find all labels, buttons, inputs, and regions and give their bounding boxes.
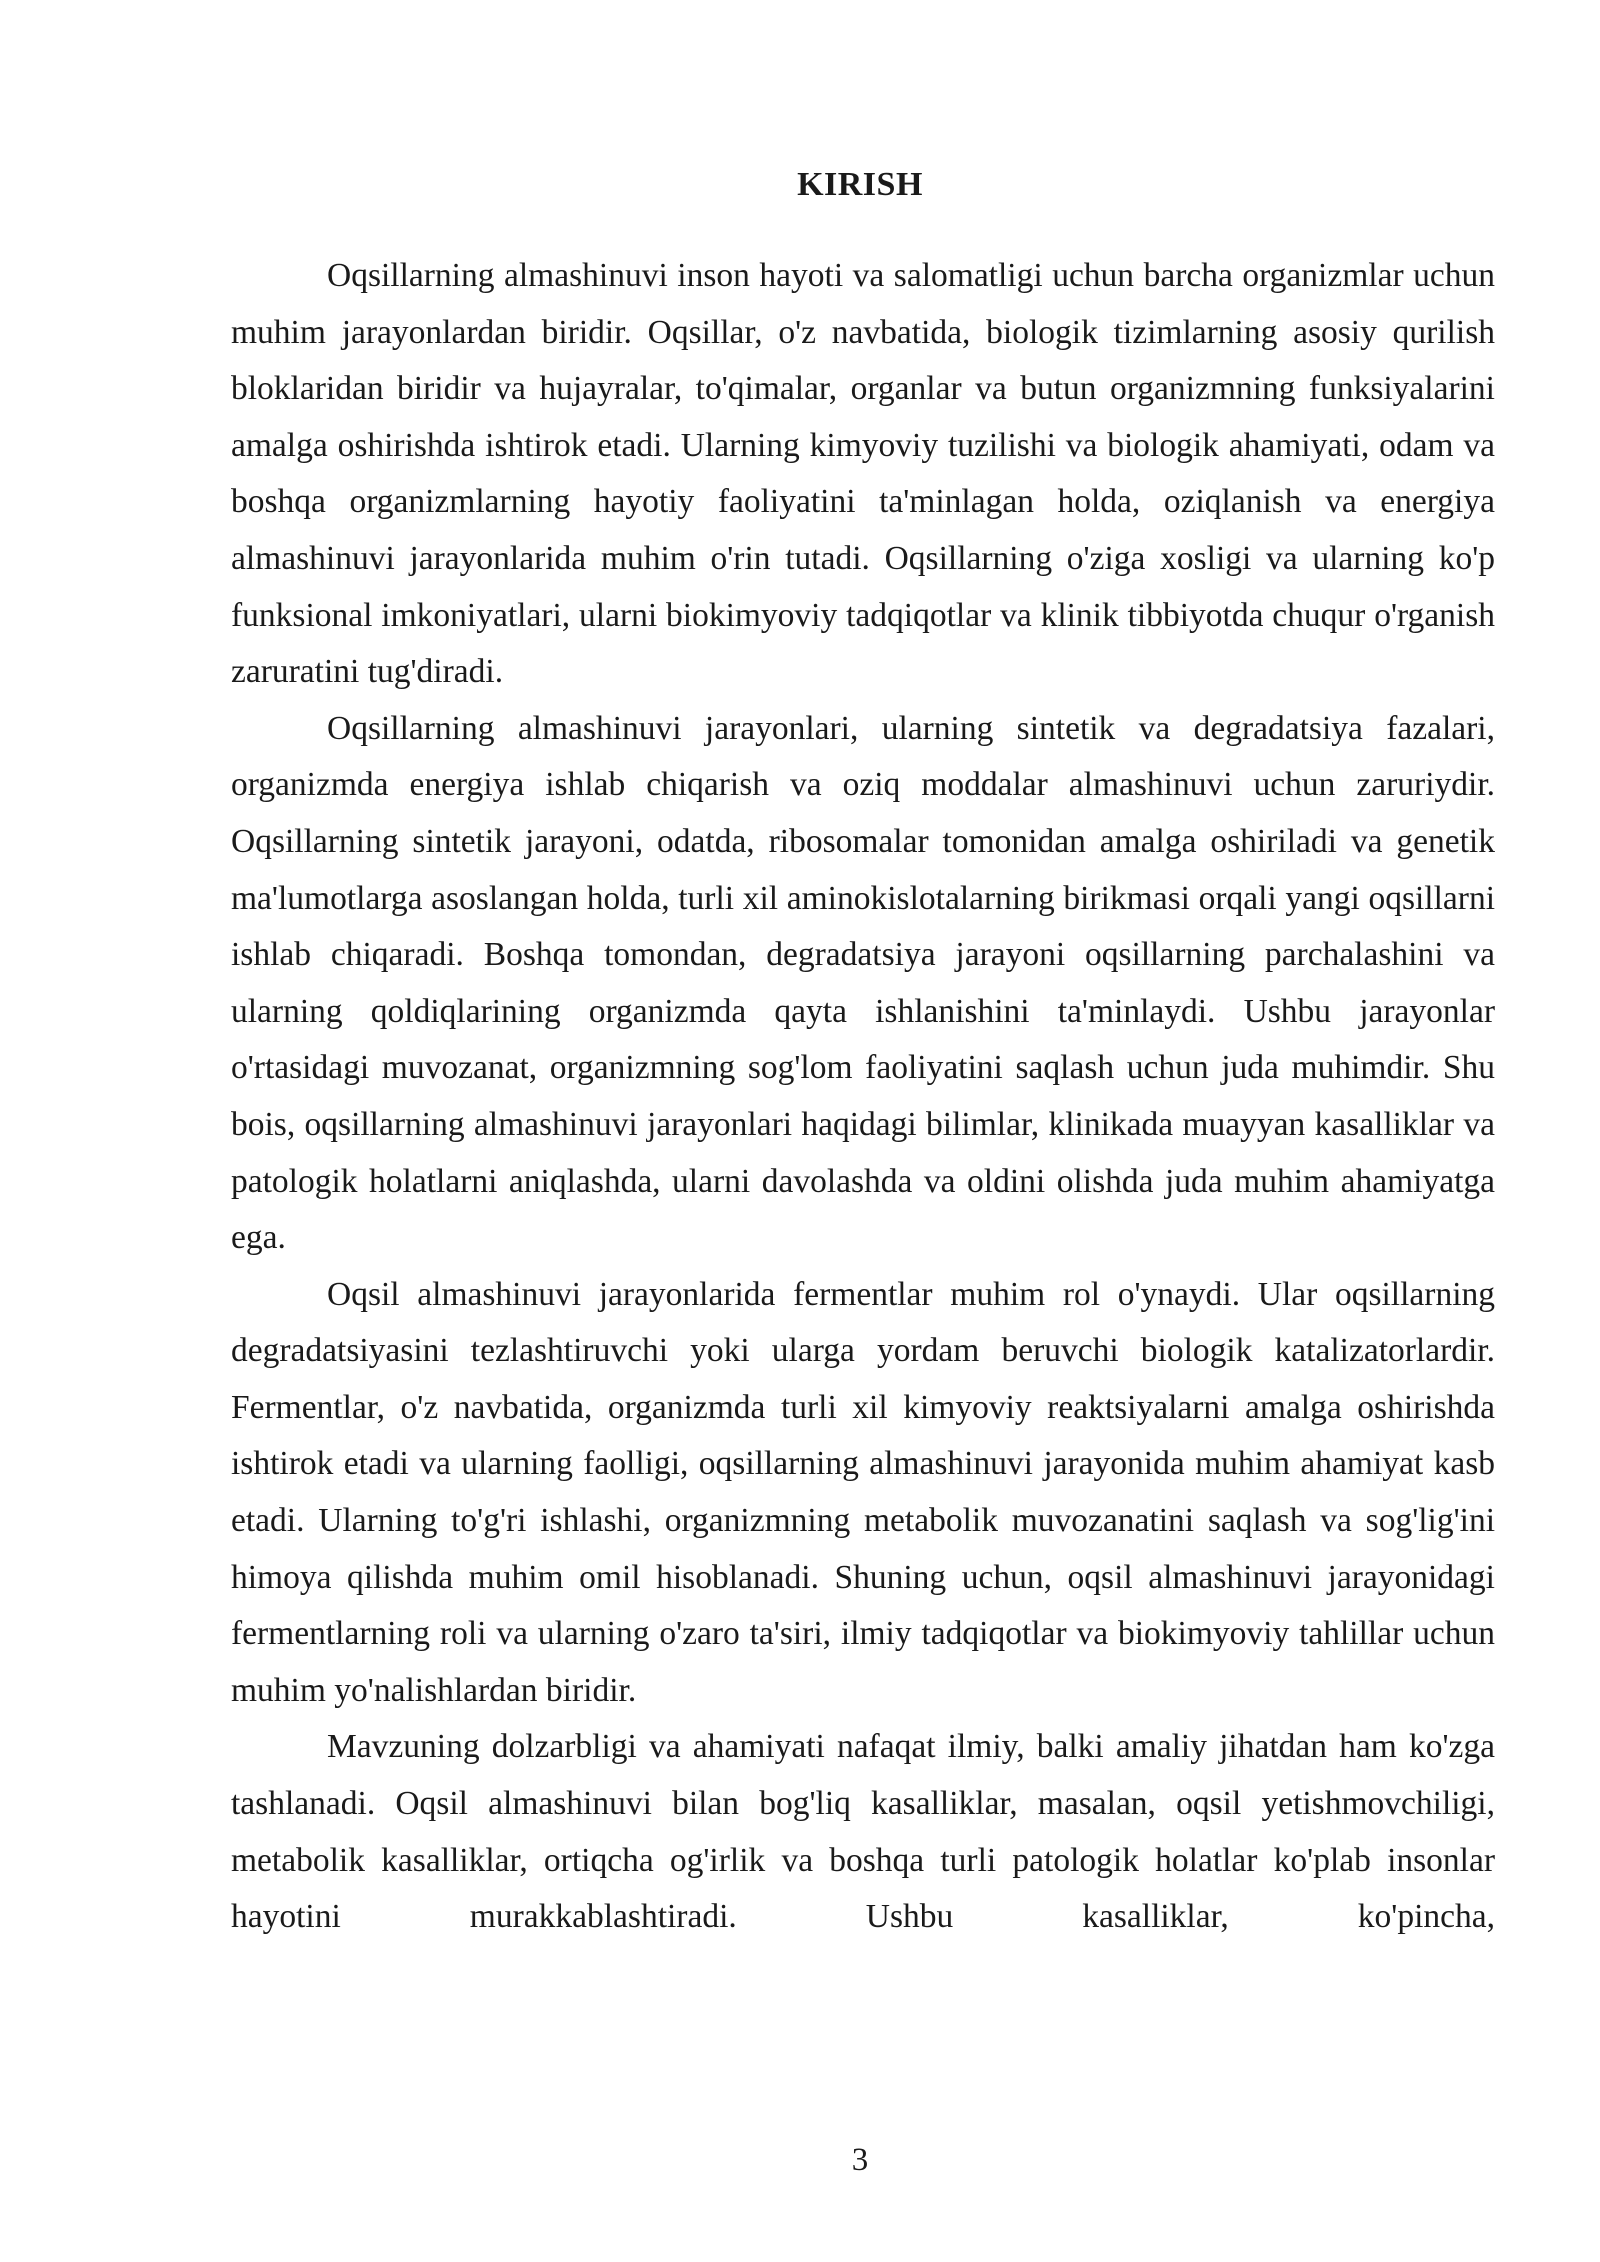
paragraph-1: Oqsillarning almashinuvi inson hayoti va salomatligi uchun barcha organizmlar uchun muhim jarayonlardan biridir. Oqsillar, o'z navbatida, biologik tizimlarning asosiy qurilish bloklaridan biridir va hujayralar, to'qimalar, organlar va butun organizmning funksiyalarini amalga oshirishda ishtirok etadi. Ularning kimyoviy tuzilishi va biologik ahamiyati, odam va boshqa organizmlarning hayotiy faoliyatini ta'minlagan holda, oziqlanish va energiya almashinuvi jarayonlarida muhim o'rin tutadi. Oqsillarning o'ziga xosligi va ularning ko'p funksional imkoniyatlari, ularni biokimyoviy tadqiqotlar va klinik tibbiyotda chuqur o'rganish zaruratini tug'diradi. xyxy=(231,257,1495,691)
paragraph-3: Oqsil almashinuvi jarayonlarida fermentlar muhim rol o'ynaydi. Ular oqsillarning degradatsiyasini tezlashtiruvchi yoki ularga yordam beruvchi biologik katalizatorlardir. Fermentlar, o'z navbatida, organizmda turli xil kimyoviy reaktsiyalarni amalga oshirishda ishtirok etadi va ularning faolligi, oqsillarning almashinuvi jarayonida muhim ahamiyat kasb etadi. Ularning to'g'ri ishlashi, organizmning metabolik muvozanatini saqlash va sog'lig'ini himoya qilishda muhim omil hisoblanadi. Shuning uchun, oqsil almashinuvi jarayonidagi fermentlarning roli va ularning o'zaro ta'siri, ilmiy tadqiqotlar va biokimyoviy tahlillar uchun muhim yo'nalishlardan biridir. xyxy=(231,1275,1495,1709)
paragraph-4: Mavzuning dolzarbligi va ahamiyati nafaqat ilmiy, balki amaliy jihatdan ham ko'zga tashlanadi. Oqsil almashinuvi bilan bog'liq kasalliklar, masalan, oqsil yetishmovchiligi, metabolik kasalliklar, ortiqcha og'irlik va boshqa turli patologik holatlar ko'plab insonlar hayotini murakkablashtiradi. Ushbu kasalliklar, ko'pincha, xyxy=(231,1728,1495,1936)
paragraph-2: Oqsillarning almashinuvi jarayonlari, ularning sintetik va degradatsiya fazalari, organizmda energiya ishlab chiqarish va oziq moddalar almashinuvi uchun zaruriydir. Oqsillarning sintetik jarayoni, odatda, ribosomalar tomonidan amalga oshiriladi va genetik ma'lumotlarga asoslangan holda, turli xil aminokislotalarning birikmasi orqali yangi oqsillarni ishlab chiqaradi. Boshqa tomondan, degradatsiya jarayoni oqsillarning parchalashini va ularning qoldiqlarining organizmda qayta ishlanishini ta'minlaydi. Ushbu jarayonlar o'rtasidagi muvozanat, organizmning sog'lom faoliyatini saqlash uchun juda muhimdir. Shu bois, oqsillarning almashinuvi jarayonlari haqidagi bilimlar, klinikada muayyan kasalliklar va patologik holatlarni aniqlashda, ularni davolashda va oldini olishda juda muhim ahamiyatga ega. xyxy=(231,709,1495,1257)
body-text xyxy=(231,248,1495,1946)
page-number: 3 xyxy=(851,2142,869,2178)
page-title: KIRISH xyxy=(797,166,923,203)
